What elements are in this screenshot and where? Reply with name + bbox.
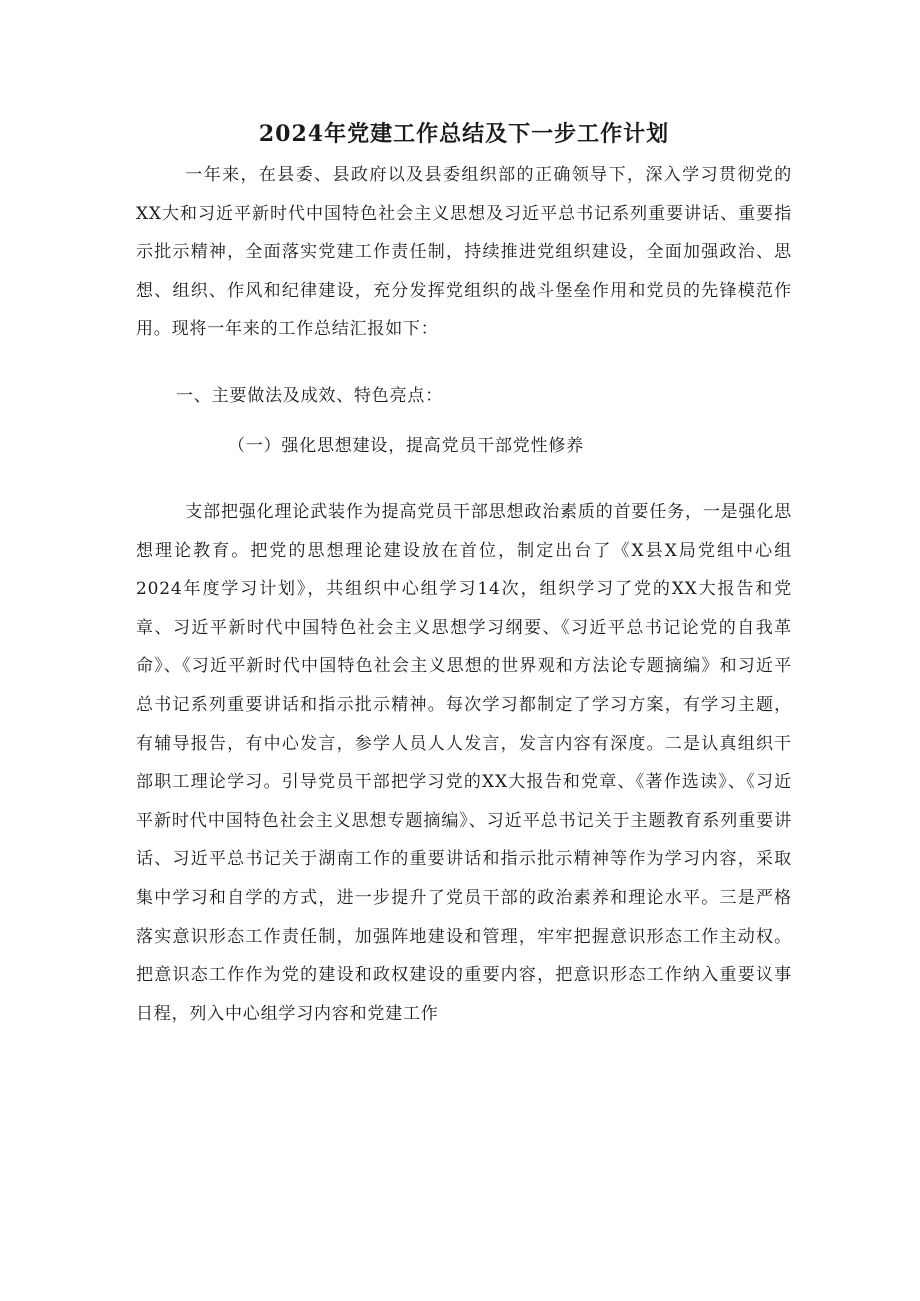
body-paragraph: 支部把强化理论武装作为提高党员干部思想政治素质的首要任务，一是强化思想理论教育。把党的思想理论建设放在首位，制定出台了《X县X局党组中心组2024年度学习计划》，共组织中心组学习14次，组织学习了党的XX大报告和党章、习近平新时代中国特色社会主义思想学习纲要、《习近平总书记论党的自我革命》、《习近平新时代中国特色社会主义思想的世界观和方法论专题摘编》和习近平总书记系列重要讲话和指示批示精神。每次学习都制定了学习方案，有学习主题，有辅导报告，有中心发言，参学人员人人发言，发言内容有深度。二是认真组织干部职工理论学习。引导党员干部把学习党的XX大报告和党章、《著作选读》、《习近平新时代中国特色社会主义思想专题摘编》、习近平总书记关于主题教育系列重要讲话、习近平总书记关于湖南工作的重要讲话和指示批示精神等作为学习内容，采取集中学习和自学的方式，进一步提升了党员干部的政治素养和理论水平。三是严格落实意识形态工作责任制，加强阵地建设和管理，牢牢把握意识形态工作主动权。把意识态工作作为党的建设和政权建设的重要内容，把意识形态工作纳入重要议事日程，列入中心组学习内容和党建工作 bbox=[136, 501, 792, 1024]
section-heading: 一、主要做法及成效、特色亮点： bbox=[176, 385, 443, 406]
document-title: 2024年党建工作总结及下一步工作计划 bbox=[258, 121, 670, 147]
intro-paragraph: 一年来，在县委、县政府以及县委组织部的正确领导下，深入学习贯彻党的XX大和习近平新时代中国特色社会主义思想及习近平总书记系列重要讲话、重要指示批示精神，全面落实党建工作责任制，持续推进党组织建设，全面加强政治、思想、组织、作风和纪律建设，充分发挥党组织的战斗堡垒作用和党员的先锋模范作用。现将一年来的工作总结汇报如下： bbox=[136, 165, 792, 340]
document-page bbox=[136, 112, 792, 1033]
subsection-heading: （一）强化思想建设，提高党员干部党性修养 bbox=[228, 435, 584, 456]
